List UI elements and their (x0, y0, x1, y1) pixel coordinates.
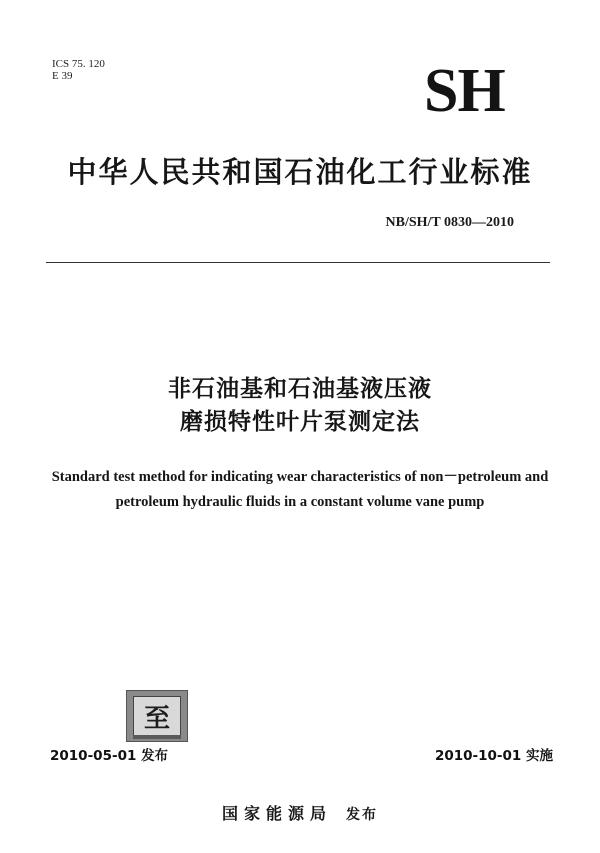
stamp-band (133, 735, 181, 739)
issue-date-label: 发布 (141, 748, 169, 764)
ics-code: ICS 75. 120 (52, 58, 105, 70)
standard-number: NB/SH/T 0830—2010 (385, 215, 514, 230)
ccs-code: E 39 (52, 70, 73, 82)
stamp-seal (133, 696, 181, 736)
stamp-glyph-icon: 至 (143, 703, 170, 734)
publisher-org: 国家能源局 (221, 804, 332, 823)
chinese-title-line-2: 磨损特性叶片泵测定法 (180, 409, 420, 435)
publisher (0, 801, 600, 824)
publisher-label: 发布 (346, 807, 378, 823)
library-stamp-icon (126, 690, 188, 742)
chinese-title-line-1: 非石油基和石油基液压液 (168, 376, 432, 402)
implementation-date (435, 744, 553, 764)
sh-logo: SH (424, 57, 505, 125)
issue-date-value: 2010-05-01 (50, 748, 137, 764)
standard-type-title: 中华人民共和国石油化工行业标准 (67, 155, 533, 189)
divider-line (46, 262, 550, 263)
implementation-date-value: 2010-10-01 (434, 748, 522, 764)
implementation-date-label: 实施 (526, 748, 553, 764)
issue-date (50, 744, 168, 764)
english-title (30, 465, 570, 515)
english-title-line-1: Standard test method for indicating wear characteristics of non－petroleum and (51, 469, 549, 485)
chinese-title (0, 373, 600, 439)
english-title-line-2: petroleum hydraulic fluids in a constant volume vane pump (115, 494, 485, 510)
classification-codes (52, 58, 105, 82)
